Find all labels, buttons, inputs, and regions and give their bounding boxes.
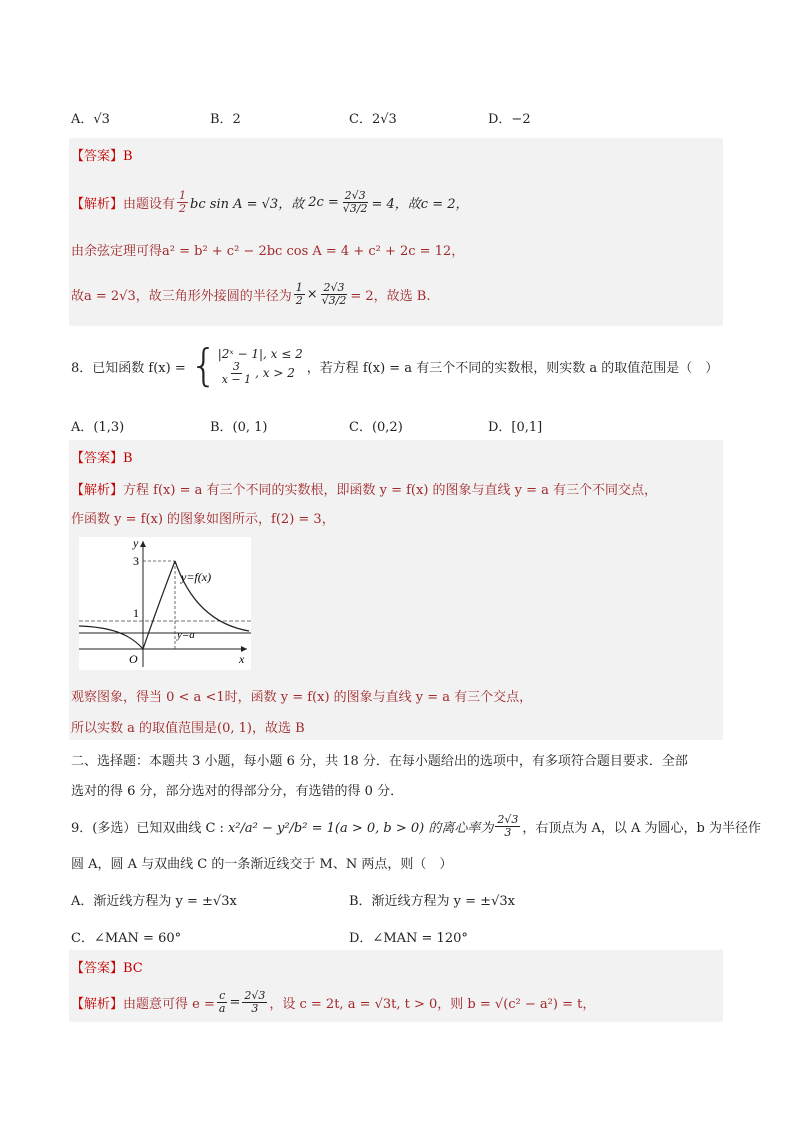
q8-option-b: B．(0, 1) <box>210 420 268 435</box>
frac-num: 1 <box>179 188 187 202</box>
frac-den: √3/2 <box>342 201 368 215</box>
q7-option-c: C．2√3 <box>349 112 397 127</box>
section2-line1: 二、选择题：本题共 3 小题，每小题 6 分，共 18 分．在每小题给出的选项中，有多项符合题目要求．全部 <box>71 754 688 769</box>
q9-option-d: D．∠MAN = 120° <box>349 931 468 946</box>
q7-options <box>71 108 731 128</box>
section2-line2: 选对的得 6 分，部分选对的得部分分，有选错的得 0 分． <box>71 784 404 799</box>
fraction <box>220 361 253 385</box>
q9-stem-start: 9．(多选）已知双曲线 C : <box>71 820 224 836</box>
analysis-text: 方程 f(x) = a 有三个不同的实数根，即函数 y = f(x) 的图象与直线 y = a 有三个不同交点， <box>123 483 658 498</box>
math-expr: 2c = <box>308 194 339 210</box>
q8-stem-start: 8．已知函数 f(x) = <box>71 360 186 376</box>
piecewise-cases <box>218 347 303 385</box>
q9-analysis-line1 <box>71 983 595 1021</box>
function-graph <box>79 537 251 670</box>
case-1: |2ˣ − 1|, x ≤ 2 <box>217 346 303 361</box>
q8-option-d: D．[0,1] <box>488 420 543 435</box>
analysis-text: 由题设有 <box>123 196 176 212</box>
tick-1: 1 <box>133 606 139 620</box>
q9-stem-end: ，右顶点为 A，以 A 为圆心，b 为半径作 <box>522 820 762 836</box>
tick-3: 3 <box>133 554 139 568</box>
frac-num: 2√3 <box>244 988 266 1002</box>
y-label: y <box>133 537 139 550</box>
curve-label: y=f(x) <box>181 570 212 584</box>
q9-option-a: A．渐近线方程为 y = ±√3x <box>71 894 237 909</box>
q9-option-c: C．∠MAN = 60° <box>71 931 182 946</box>
q8-analysis-line3: 观察图象，得当 0 < a <1时，函数 y = f(x) 的图象与直线 y = a 有三个交点， <box>71 690 533 705</box>
case-2-condition: , x > 2 <box>255 366 295 380</box>
q7-option-d: D．−2 <box>488 112 531 127</box>
q7-option-a: A．√3 <box>71 112 110 127</box>
frac-num: 2√3 <box>323 280 345 294</box>
q8-analysis-line4: 所以实数 a 的取值范围是(0, 1)，故选 B <box>71 721 305 736</box>
math-expr: bc sin A = √3，故 <box>190 196 305 212</box>
frac-den: 2 <box>179 201 187 215</box>
frac-num: 2√3 <box>497 812 519 826</box>
math-expr: = <box>229 994 241 1010</box>
case-2 <box>218 361 303 385</box>
q9-stem-line1 <box>71 806 761 846</box>
piecewise-function <box>189 340 303 391</box>
curve-left <box>79 626 143 649</box>
q7-answer <box>71 145 133 164</box>
q9-stem-line2: 圆 A，圆 A 与双曲线 C 的一条渐近线交于 M、N 两点，则（ ） <box>71 857 453 872</box>
analysis-tag: 【解析】 <box>71 196 124 212</box>
q8-answer <box>71 447 133 466</box>
q8-option-c: C．(0,2) <box>349 420 403 435</box>
line-label: y=a <box>177 629 195 641</box>
fraction <box>217 990 228 1014</box>
q8-analysis-line2: 作函数 y = f(x) 的图象如图所示，f(2) = 3， <box>71 512 335 527</box>
answer-value: B <box>123 451 133 466</box>
q8-stem <box>71 338 718 394</box>
frac-den: 3 <box>251 1001 259 1015</box>
analysis-tag: 【解析】 <box>71 483 124 498</box>
fraction <box>341 190 370 214</box>
frac-num: 1 <box>295 280 303 294</box>
math-expr: × <box>306 286 318 302</box>
origin-label: O <box>129 652 138 666</box>
frac-num: 3 <box>232 359 240 373</box>
fraction <box>242 990 267 1014</box>
analysis-text: 故a = 2√3，故三角形外接圆的半径为 <box>71 288 292 304</box>
frac-den: √3/2 <box>321 293 347 307</box>
answer-tag: 【答案】 <box>71 451 124 466</box>
frac-den: a <box>218 1001 226 1015</box>
fraction <box>294 282 305 306</box>
q9-option-b: B．渐近线方程为 y = ±√3x <box>349 894 515 909</box>
frac-num: c <box>219 988 226 1002</box>
q8-option-a: A．(1,3) <box>71 420 125 435</box>
q8-options <box>71 416 731 436</box>
answer-value: BC <box>123 961 143 976</box>
q9-answer <box>71 957 143 976</box>
frac-num: 2√3 <box>344 188 366 202</box>
fraction <box>495 814 520 838</box>
fraction <box>320 282 349 306</box>
analysis-tag: 【解析】 <box>71 996 124 1012</box>
analysis-text: = 2，故选 B. <box>350 288 431 304</box>
x-label: x <box>239 652 245 666</box>
q8-analysis-line1 <box>71 479 657 498</box>
frac-den: x − 1 <box>221 372 252 386</box>
answer-value: B <box>123 149 133 164</box>
q7-analysis-line1 <box>71 176 469 228</box>
math-expr: = 4，故c = 2， <box>371 196 469 212</box>
curve-middle <box>143 561 175 649</box>
y-axis-arrow-icon <box>140 541 146 547</box>
fraction <box>177 190 188 214</box>
graph-svg <box>79 537 251 670</box>
q8-stem-end: ，若方程 f(x) = a 有三个不同的实数根，则实数 a 的取值范围是（ ） <box>306 360 719 376</box>
analysis-text: 由题意可得 e = <box>123 996 215 1012</box>
answer-tag: 【答案】 <box>71 961 124 976</box>
q7-analysis-line3 <box>71 268 430 320</box>
hyperbola-equation: x²/a² − y²/b² = 1(a > 0, b > 0) 的离心率为 <box>227 820 494 836</box>
frac-den: 2 <box>295 293 303 307</box>
q7-analysis-line2: 由余弦定理可得a² = b² + c² − 2bc cos A = 4 + c² + 2c = 12， <box>71 244 465 259</box>
answer-tag: 【答案】 <box>71 149 124 164</box>
frac-den: 3 <box>504 825 512 839</box>
q7-option-b: B．2 <box>210 112 241 127</box>
analysis-text: ，设 c = 2t, a = √3t, t > 0，则 b = √(c² − a²) = t， <box>269 996 596 1012</box>
brace-icon: { <box>189 340 218 391</box>
